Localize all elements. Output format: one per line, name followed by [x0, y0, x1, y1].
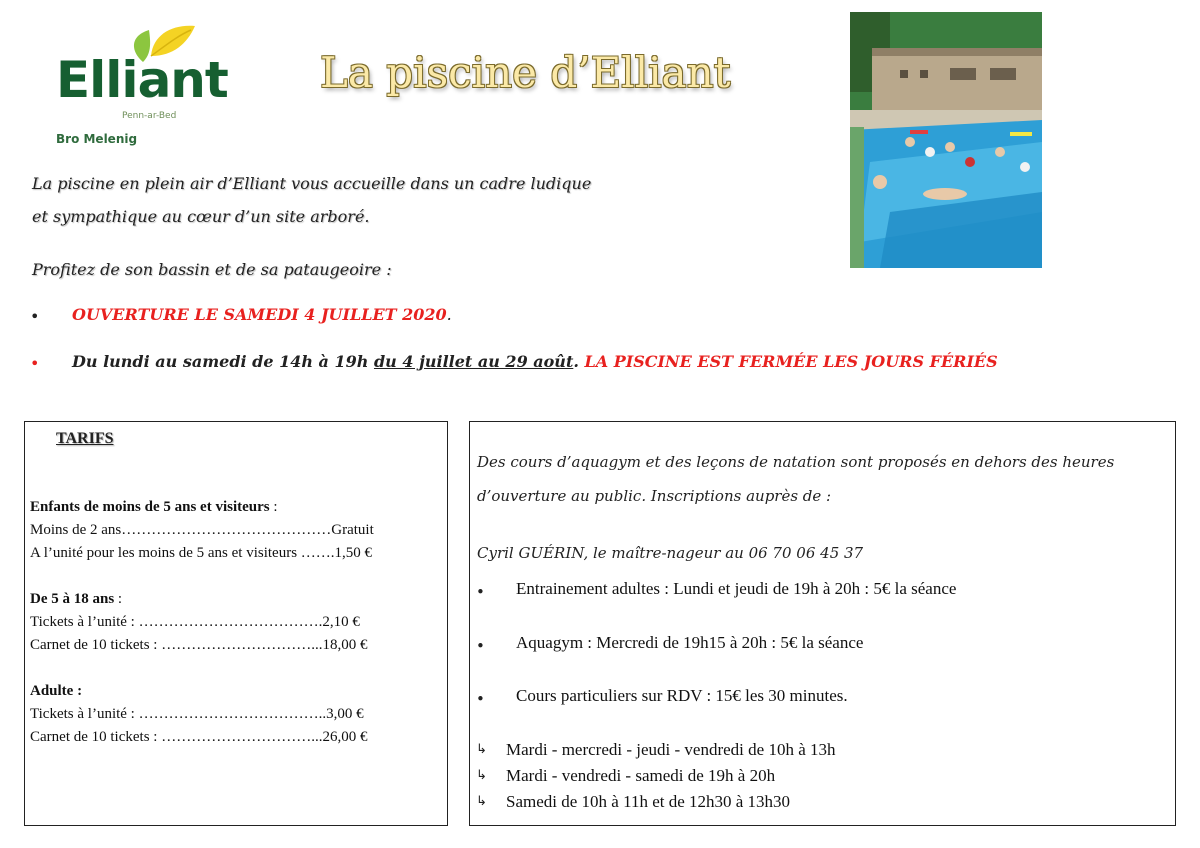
cours-intro-2: d’ouverture au public. Inscriptions auprès de :	[477, 487, 832, 505]
bullet-icon: •	[476, 690, 485, 708]
logo-wordmark: Elliant	[56, 51, 228, 109]
cours-item-aquagym: Aquagym : Mercredi de 19h15 à 20h : 5€ la séance	[516, 633, 864, 652]
price-youth-carnet: Carnet de 10 tickets : …………………………...18,00 €	[30, 637, 368, 653]
arrow-icon: ↳	[476, 768, 487, 783]
opening-notice	[72, 305, 452, 324]
tarifs-heading: TARIFS	[56, 430, 114, 447]
cours-item-private: Cours particuliers sur RDV : 15€ les 30 minutes.	[516, 686, 848, 705]
cours-item-adults: Entrainement adultes : Lundi et jeudi de 19h à 20h : 5€ la séance	[516, 579, 957, 598]
logo-subtitle: Penn-ar-Bed	[122, 111, 177, 121]
price-youth-single: Tickets à l’unité : ……………………………….2,10 €	[30, 614, 360, 630]
cours-contact: Cyril GUÉRIN, le maître-nageur au 06 70 06 45 37	[477, 544, 864, 562]
price-under2: Moins de 2 ans……………………………………Gratuit	[30, 522, 374, 538]
adult-label: Adulte :	[30, 683, 83, 699]
arrow-icon: ↳	[476, 794, 487, 809]
youth-label	[30, 589, 122, 609]
bullet-icon: •	[476, 637, 485, 655]
pool-photo	[850, 12, 1042, 268]
schedule-1: Mardi - mercredi - jeudi - vendredi de 10h à 13h	[506, 740, 836, 759]
schedule-2: Mardi - vendredi - samedi de 19h à 20h	[506, 766, 776, 785]
intro-line-2: et sympathique au cœur d’un site arboré.	[32, 207, 370, 226]
elliant-logo	[56, 22, 226, 152]
price-adult-single: Tickets à l’unité : ………………………………..3,00 €	[30, 706, 364, 722]
opening-date: OUVERTURE LE SAMEDI 4 JUILLET 2020	[72, 305, 447, 324]
price-adult-carnet: Carnet de 10 tickets : …………………………...26,00 €	[30, 729, 368, 745]
page-title: La piscine d’Elliant	[320, 48, 731, 97]
bullet-icon: •	[30, 307, 40, 326]
cours-intro-1: Des cours d’aquagym et des leçons de natation sont proposés en dehors des heures	[477, 453, 1115, 471]
closed-notice: LA PISCINE EST FERMÉE LES JOURS FÉRIÉS	[584, 352, 998, 371]
hours-dates: du 4 juillet au 29 août	[373, 352, 574, 371]
intro-line-3: Profitez de son bassin et de sa pataugeoire :	[32, 260, 392, 279]
logo-region: Bro Melenig	[56, 132, 138, 146]
hours-text: Du lundi au samedi de 14h à 19h	[72, 352, 374, 371]
youth-label-colon: :	[114, 591, 123, 607]
intro-line-1: La piscine en plein air d’Elliant vous accueille dans un cadre ludique	[32, 174, 592, 193]
arrow-icon: ↳	[476, 742, 487, 757]
children-label	[30, 497, 278, 517]
bullet-icon: •	[476, 583, 485, 601]
opening-period: .	[446, 305, 452, 324]
price-single-under5: A l’unité pour les moins de 5 ans et visiteurs …….1,50 €	[30, 545, 373, 561]
schedule-3: Samedi de 10h à 11h et de 12h30 à 13h30	[506, 792, 791, 811]
hours-period: .	[573, 352, 585, 371]
hours-notice	[72, 352, 998, 371]
bullet-icon: •	[30, 354, 40, 373]
youth-label-text: De 5 à 18 ans	[30, 591, 115, 607]
children-label-colon: :	[269, 499, 278, 515]
children-label-text: Enfants de moins de 5 ans et visiteurs	[30, 499, 270, 515]
